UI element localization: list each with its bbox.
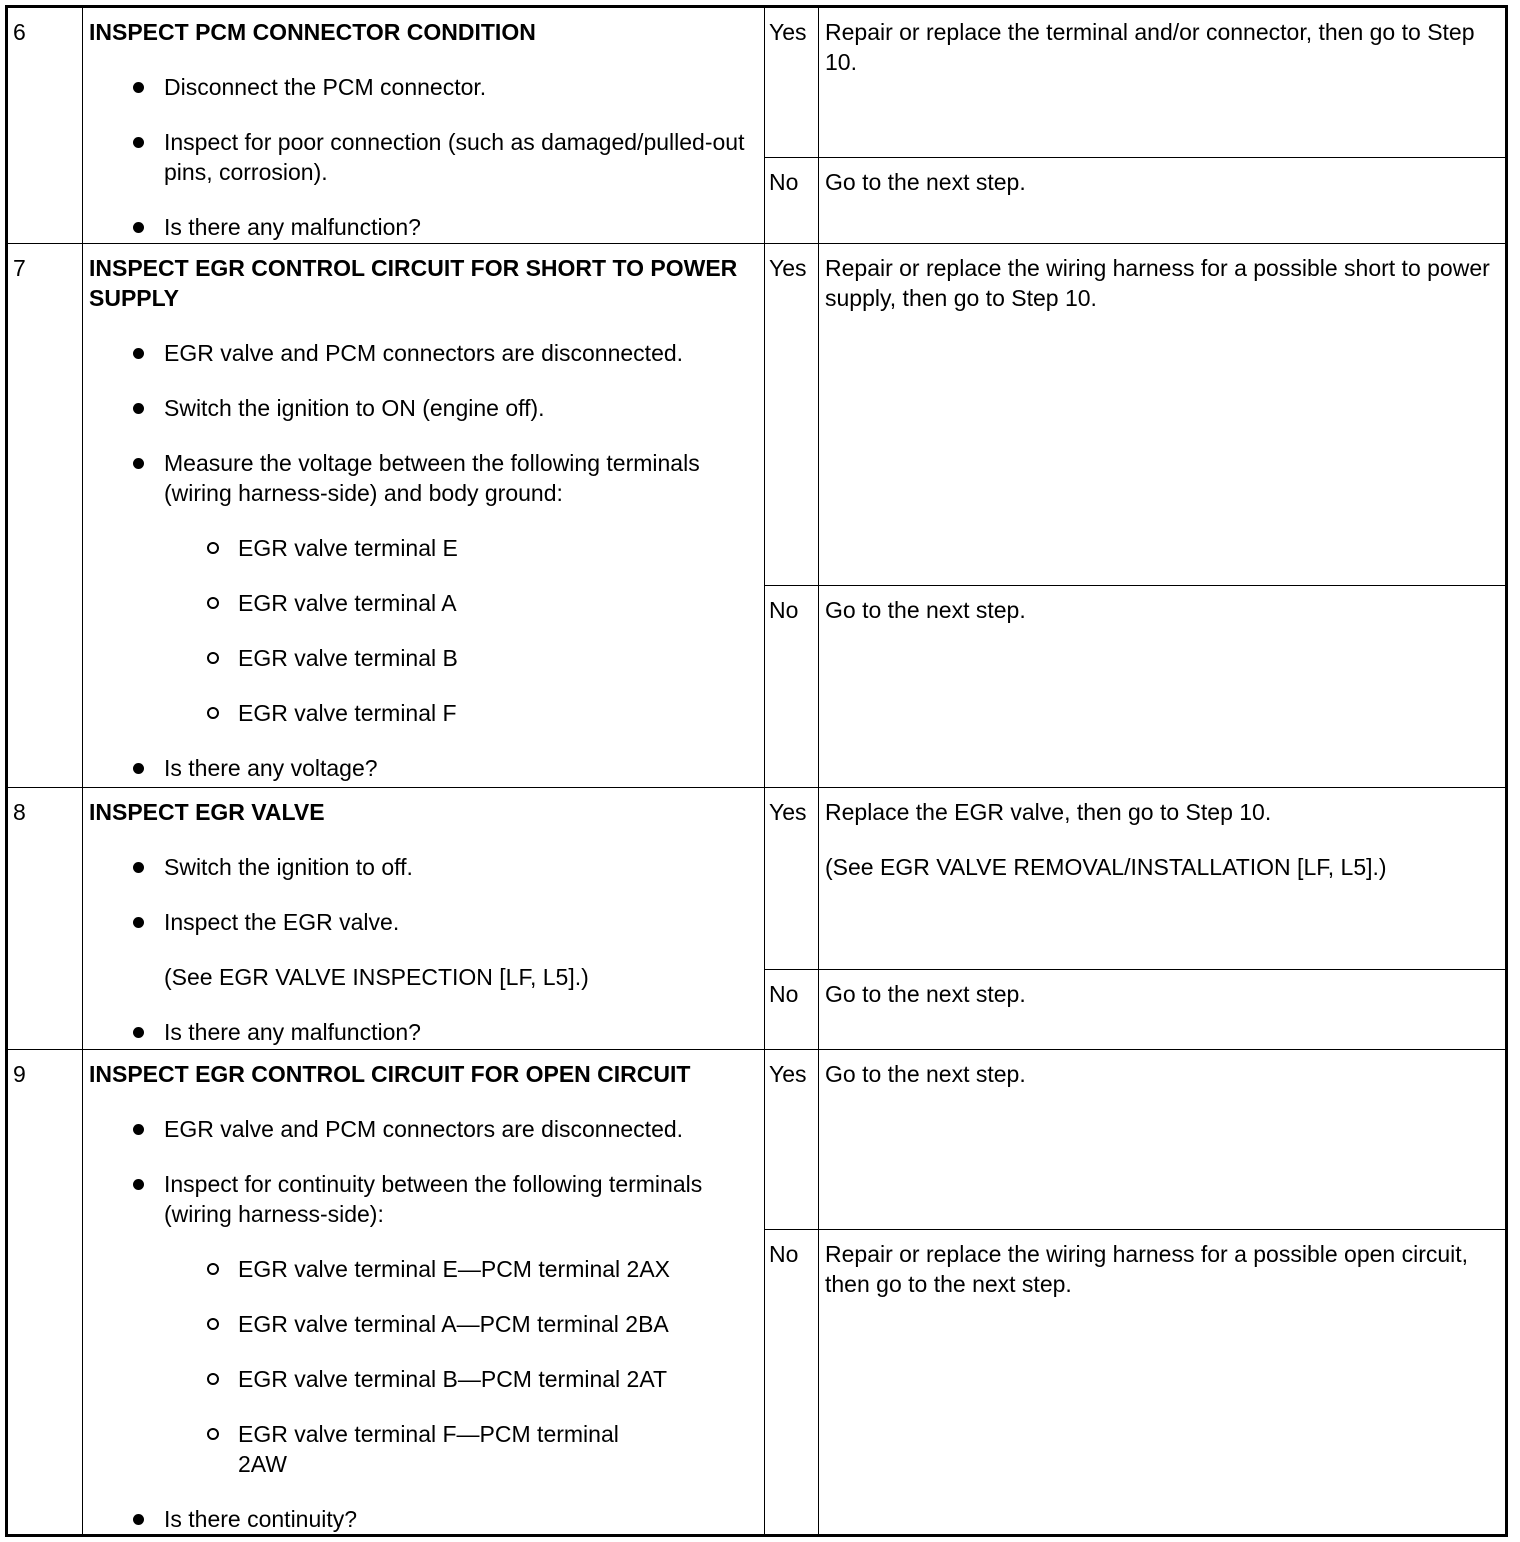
step-instructions	[83, 7, 765, 244]
step-row-8-yes	[7, 788, 1507, 970]
bullet-item: Measure the voltage between the following terminals (wiring harness-side) and body ground:	[89, 448, 756, 508]
sub-bullet-item: EGR valve terminal B—PCM terminal 2AT	[89, 1364, 756, 1394]
bullet-item: Inspect the EGR valve.	[89, 907, 756, 937]
bullet-item: Is there continuity?	[89, 1504, 756, 1534]
step-number: 6	[7, 7, 83, 244]
sub-bullet-item: EGR valve terminal A	[89, 588, 756, 618]
diagnostic-procedure-table	[5, 5, 1508, 1537]
step-title: INSPECT PCM CONNECTOR CONDITION	[89, 19, 536, 45]
sub-bullet-item: EGR valve terminal B	[89, 643, 756, 673]
step-row-9-yes	[7, 1050, 1507, 1230]
answer-yes: Yes	[765, 788, 819, 970]
no-action: Repair or replace the wiring harness for a possible open circuit, then go to the next step.	[819, 1230, 1507, 1536]
yes-action-cell	[819, 788, 1507, 970]
yes-action: Replace the EGR valve, then go to Step 10.	[825, 799, 1272, 825]
answer-no: No	[765, 970, 819, 1050]
step-number: 8	[7, 788, 83, 1050]
reference-note: (See EGR VALVE REMOVAL/INSTALLATION [LF, L5].)	[825, 854, 1387, 880]
step-row-6-yes	[7, 7, 1507, 158]
answer-yes: Yes	[765, 1050, 819, 1230]
bullet-item: Is there any malfunction?	[89, 212, 756, 242]
sub-bullet-item: EGR valve terminal A—PCM terminal 2BA	[89, 1309, 756, 1339]
yes-action: Repair or replace the terminal and/or connector, then go to Step 10.	[819, 7, 1507, 158]
no-action: Go to the next step.	[819, 158, 1507, 244]
step-title: INSPECT EGR CONTROL CIRCUIT FOR OPEN CIRCUIT	[89, 1061, 691, 1087]
sub-bullet-item: EGR valve terminal F	[89, 698, 756, 728]
bullet-item: Inspect for poor connection (such as damaged/pulled-out pins, corrosion).	[89, 127, 756, 187]
bullet-item: Is there any voltage?	[89, 753, 756, 783]
no-action: Go to the next step.	[819, 586, 1507, 788]
step-instructions	[83, 1050, 765, 1536]
yes-action: Go to the next step.	[819, 1050, 1507, 1230]
bullet-item: EGR valve and PCM connectors are disconnected.	[89, 338, 756, 368]
yes-action: Repair or replace the wiring harness for a possible short to power supply, then go to Step 10.	[819, 244, 1507, 586]
bullet-item: EGR valve and PCM connectors are disconnected.	[89, 1114, 756, 1144]
step-number: 9	[7, 1050, 83, 1536]
answer-yes: Yes	[765, 7, 819, 158]
answer-yes: Yes	[765, 244, 819, 586]
answer-no: No	[765, 1230, 819, 1536]
answer-no: No	[765, 586, 819, 788]
bullet-item: Is there any malfunction?	[89, 1017, 756, 1047]
step-instructions	[83, 788, 765, 1050]
bullet-item: Disconnect the PCM connector.	[89, 72, 756, 102]
sub-bullet-item: EGR valve terminal E—PCM terminal 2AX	[89, 1254, 756, 1284]
step-title: INSPECT EGR CONTROL CIRCUIT FOR SHORT TO POWER SUPPLY	[89, 255, 738, 311]
step-row-7-yes	[7, 244, 1507, 586]
bullet-item: Switch the ignition to ON (engine off).	[89, 393, 756, 423]
answer-no: No	[765, 158, 819, 244]
bullet-item: Inspect for continuity between the following terminals (wiring harness-side):	[89, 1169, 756, 1229]
reference-note: (See EGR VALVE INSPECTION [LF, L5].)	[164, 964, 589, 990]
step-title: INSPECT EGR VALVE	[89, 799, 325, 825]
step-number: 7	[7, 244, 83, 788]
bullet-item: Switch the ignition to off.	[89, 852, 756, 882]
step-instructions	[83, 244, 765, 788]
sub-bullet-item: EGR valve terminal E	[89, 533, 756, 563]
no-action: Go to the next step.	[819, 970, 1507, 1050]
sub-bullet-item: EGR valve terminal F—PCM terminal 2AW	[89, 1419, 756, 1479]
